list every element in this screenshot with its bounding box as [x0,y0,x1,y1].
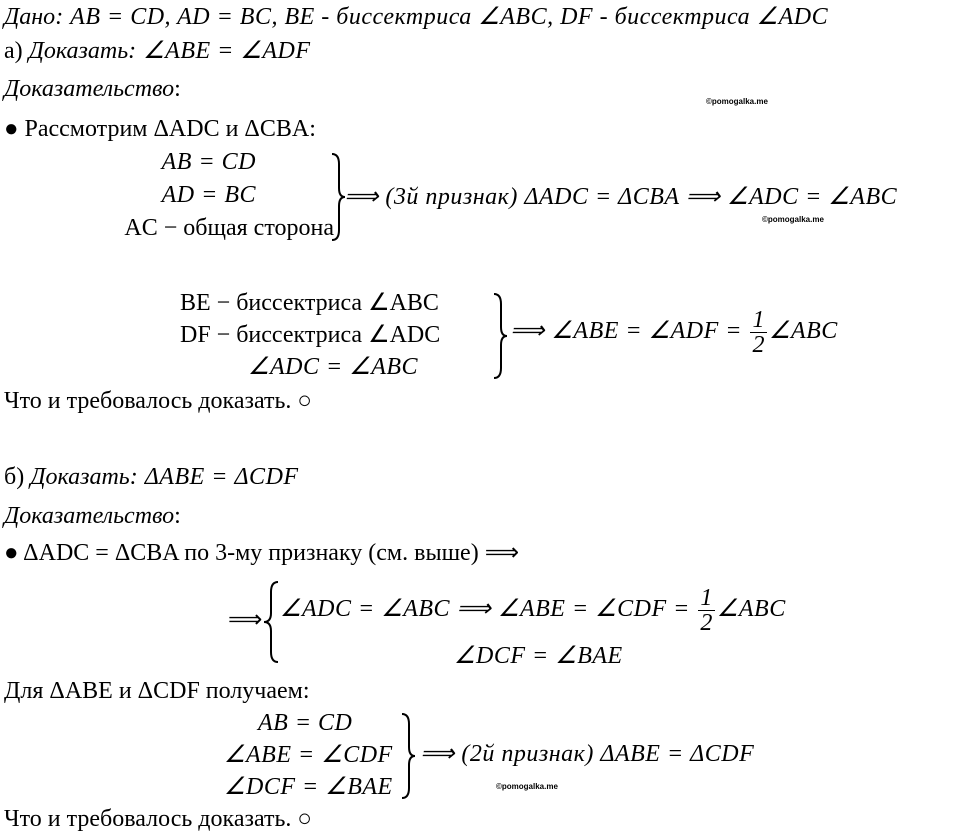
right-brace-icon [400,712,416,800]
implies-arrow: ⟹ [228,607,263,633]
proof-colon: : [174,503,181,529]
proof-label: Доказательство [4,76,175,102]
right-brace-icon [492,292,508,380]
fraction-denominator: 2 [752,331,765,358]
system3-result: ⟹ (2й признак) ΔABE = ΔCDF [420,741,755,767]
given-text: : AB = CD, AD = BC, BE - биссектриса ∠ABC, DF - биссектриса ∠ADC [55,4,829,30]
part-b-bullet: ● ΔADC = ΔCBA по 3-му признаку (см. выше) ⟹ [4,540,520,566]
qed-line: Что и требовалось доказать. ○ [4,806,312,832]
result2-pre: ⟹ ∠ABE = ∠ADF = [510,318,742,344]
system3-line: ∠ABE = ∠CDF [224,742,393,768]
left-brace-icon [262,580,280,664]
case1-post: ∠ABC [716,596,786,622]
part-a-proof-heading [4,74,181,104]
watermark: ©pomogalka.me [762,215,824,224]
watermark: ©pomogalka.me [706,97,768,106]
system3-line: ∠DCF = ∠BAE [224,774,393,800]
part-b-text: : ΔABE = ΔCDF [129,464,299,490]
case2: ∠DCF = ∠BAE [454,643,623,669]
part-a-bullet: ● Рассмотрим ΔADC и ΔCBA: [4,116,316,142]
fraction-denominator: 2 [700,609,713,636]
system1-line: AD = BC [161,182,256,208]
system1-line: AB = CD [161,149,256,175]
part-a-label: Доказать [28,38,129,64]
fraction-numerator: 1 [700,584,713,611]
part-b-statement [4,462,299,492]
system1-result: ⟹ (3й признак) ΔADC = ΔCBA ⟹ ∠ADC = ∠ABC [344,184,898,210]
system2-line: BE − биссектриса ∠ABC [180,290,439,316]
for-line: Для ΔABE и ΔCDF получаем: [4,678,310,704]
part-b-proof-heading [4,501,181,531]
qed-line: Что и требовалось доказать. ○ [4,388,312,414]
system2-result [510,306,838,357]
part-b-prefix: б) [4,464,31,490]
part-b-label: Доказать [30,464,130,490]
system2-line: DF − биссектриса ∠ADC [180,322,441,348]
system1-line: AC − общая сторона [124,215,334,241]
system3-line: AB = CD [258,710,353,736]
fraction-numerator: 1 [752,306,765,333]
case1 [280,584,786,635]
fraction [698,586,715,635]
fraction [750,308,767,357]
case1-pre: ∠ADC = ∠ABC ⟹ ∠ABE = ∠CDF = [280,596,690,622]
part-a-statement [4,36,311,66]
system2-line: ∠ADC = ∠ABC [248,354,419,380]
proof-label: Доказательство [4,503,175,529]
proof-colon: : [174,76,181,102]
given-line [4,2,828,32]
given-label: Дано [4,4,56,30]
part-a-text: : ∠ABE = ∠ADF [128,38,311,64]
part-a-prefix: а) [4,38,29,64]
result2-post: ∠ABC [768,318,838,344]
watermark: ©pomogalka.me [496,782,558,791]
